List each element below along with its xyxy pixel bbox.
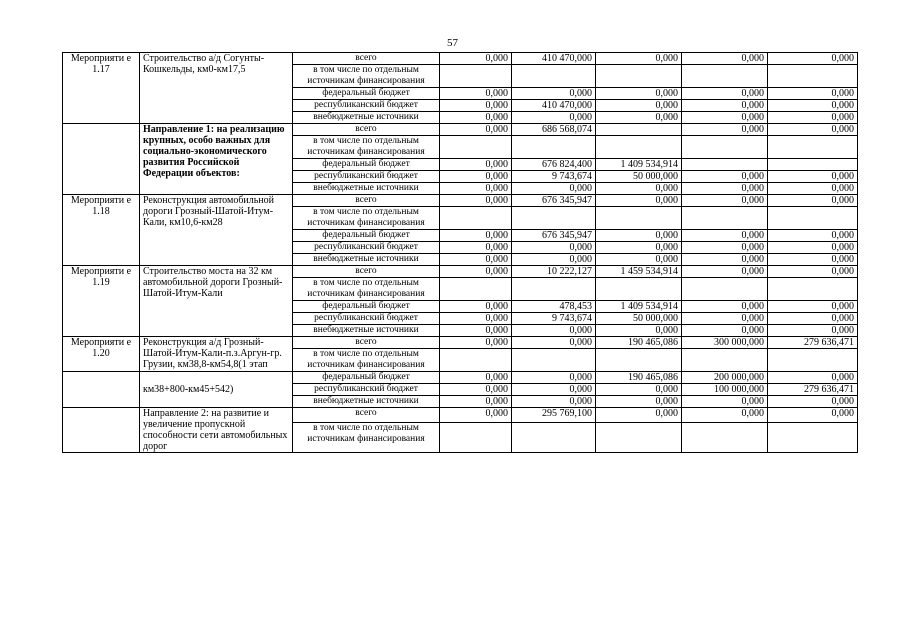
funding-source: федеральный бюджет bbox=[293, 88, 440, 100]
value-cell bbox=[768, 207, 858, 230]
funding-source: всего bbox=[293, 337, 440, 349]
value-cell bbox=[596, 349, 682, 372]
value-cell: 0,000 bbox=[682, 254, 768, 266]
value-cell: 410 470,000 bbox=[512, 53, 596, 65]
value-cell: 0,000 bbox=[768, 100, 858, 112]
funding-source: внебюджетные источники bbox=[293, 254, 440, 266]
funding-source: всего bbox=[293, 408, 440, 423]
value-cell: 0,000 bbox=[440, 112, 512, 124]
value-cell: 0,000 bbox=[682, 301, 768, 313]
value-cell: 295 769,100 bbox=[512, 408, 596, 423]
value-cell: 0,000 bbox=[596, 195, 682, 207]
funding-source: федеральный бюджет bbox=[293, 230, 440, 242]
value-cell: 0,000 bbox=[440, 124, 512, 136]
value-cell bbox=[596, 423, 682, 453]
value-cell: 0,000 bbox=[596, 325, 682, 337]
value-cell: 0,000 bbox=[440, 53, 512, 65]
value-cell: 0,000 bbox=[768, 396, 858, 408]
value-cell bbox=[440, 65, 512, 88]
value-cell: 0,000 bbox=[440, 242, 512, 254]
funding-source: внебюджетные источники bbox=[293, 112, 440, 124]
value-cell bbox=[440, 349, 512, 372]
value-cell: 0,000 bbox=[768, 254, 858, 266]
value-cell: 0,000 bbox=[596, 384, 682, 396]
funding-source: внебюджетные источники bbox=[293, 183, 440, 195]
value-cell: 0,000 bbox=[768, 325, 858, 337]
value-cell: 0,000 bbox=[512, 242, 596, 254]
value-cell: 200 000,000 bbox=[682, 372, 768, 384]
value-cell: 0,000 bbox=[768, 266, 858, 278]
value-cell bbox=[768, 65, 858, 88]
funding-source: всего bbox=[293, 124, 440, 136]
value-cell: 0,000 bbox=[440, 88, 512, 100]
table-row bbox=[63, 266, 858, 278]
value-cell bbox=[596, 207, 682, 230]
activity-code bbox=[63, 372, 140, 408]
value-cell bbox=[768, 349, 858, 372]
value-cell: 0,000 bbox=[512, 325, 596, 337]
value-cell: 676 824,400 bbox=[512, 159, 596, 171]
value-cell: 0,000 bbox=[682, 112, 768, 124]
value-cell: 0,000 bbox=[596, 396, 682, 408]
value-cell bbox=[440, 136, 512, 159]
value-cell: 0,000 bbox=[512, 337, 596, 349]
value-cell: 0,000 bbox=[768, 53, 858, 65]
budget-table bbox=[62, 52, 858, 453]
value-cell bbox=[512, 278, 596, 301]
funding-source: всего bbox=[293, 53, 440, 65]
funding-source: всего bbox=[293, 266, 440, 278]
direction-name: Направление 1: на реализацию крупных, особо важных для социально-экономического развития Российской Федерации объектов: bbox=[140, 124, 293, 195]
value-cell: 676 345,947 bbox=[512, 195, 596, 207]
value-cell: 1 459 534,914 bbox=[596, 266, 682, 278]
value-cell: 0,000 bbox=[682, 230, 768, 242]
activity-name: Реконструкция а/д Грозный-Шатой-Итум-Кали-п.з.Аргун-гр. Грузии, км38,8-км54,8(1 этап bbox=[140, 337, 293, 372]
value-cell: 0,000 bbox=[596, 53, 682, 65]
value-cell: 0,000 bbox=[440, 337, 512, 349]
activity-code bbox=[63, 124, 140, 195]
funding-source: республиканский бюджет bbox=[293, 313, 440, 325]
value-cell: 676 345,947 bbox=[512, 230, 596, 242]
funding-source: в том числе по отдельным источникам финансирования bbox=[293, 136, 440, 159]
value-cell bbox=[682, 159, 768, 171]
value-cell bbox=[596, 65, 682, 88]
value-cell: 0,000 bbox=[768, 301, 858, 313]
value-cell: 0,000 bbox=[768, 183, 858, 195]
value-cell: 0,000 bbox=[768, 230, 858, 242]
funding-source: в том числе по отдельным источникам финансирования bbox=[293, 65, 440, 88]
table-row bbox=[63, 372, 858, 384]
value-cell: 1 409 534,914 bbox=[596, 159, 682, 171]
value-cell: 0,000 bbox=[768, 124, 858, 136]
value-cell: 0,000 bbox=[768, 242, 858, 254]
funding-source: в том числе по отдельным источникам финансирования bbox=[293, 278, 440, 301]
funding-source: внебюджетные источники bbox=[293, 396, 440, 408]
value-cell: 0,000 bbox=[596, 242, 682, 254]
value-cell: 0,000 bbox=[596, 408, 682, 423]
value-cell: 9 743,674 bbox=[512, 171, 596, 183]
funding-source: федеральный бюджет bbox=[293, 159, 440, 171]
value-cell bbox=[596, 124, 682, 136]
value-cell: 0,000 bbox=[768, 408, 858, 423]
funding-source: федеральный бюджет bbox=[293, 372, 440, 384]
value-cell: 0,000 bbox=[440, 325, 512, 337]
value-cell bbox=[682, 136, 768, 159]
value-cell bbox=[512, 349, 596, 372]
activity-name: Строительство а/д Согунты-Кошкельды, км0-км17,5 bbox=[140, 53, 293, 124]
value-cell: 279 636,471 bbox=[768, 384, 858, 396]
value-cell: 0,000 bbox=[768, 171, 858, 183]
value-cell: 0,000 bbox=[596, 100, 682, 112]
activity-name-continued: км38+800-км45+542) bbox=[140, 372, 293, 408]
value-cell: 0,000 bbox=[682, 325, 768, 337]
value-cell: 0,000 bbox=[440, 159, 512, 171]
value-cell: 0,000 bbox=[440, 171, 512, 183]
activity-code: Мероприяти е 1.20 bbox=[63, 337, 140, 372]
value-cell bbox=[512, 423, 596, 453]
value-cell: 0,000 bbox=[768, 372, 858, 384]
value-cell: 0,000 bbox=[768, 88, 858, 100]
value-cell: 0,000 bbox=[440, 408, 512, 423]
value-cell: 0,000 bbox=[682, 408, 768, 423]
value-cell: 0,000 bbox=[682, 53, 768, 65]
value-cell bbox=[682, 207, 768, 230]
value-cell bbox=[768, 278, 858, 301]
funding-source: внебюджетные источники bbox=[293, 325, 440, 337]
value-cell: 0,000 bbox=[512, 183, 596, 195]
value-cell: 478,453 bbox=[512, 301, 596, 313]
activity-name: Реконструкция автомобильной дороги Грозный-Шатой-Итум-Кали, км10,6-км28 bbox=[140, 195, 293, 266]
value-cell bbox=[682, 65, 768, 88]
value-cell: 100 000,000 bbox=[682, 384, 768, 396]
value-cell: 0,000 bbox=[440, 372, 512, 384]
value-cell: 0,000 bbox=[440, 195, 512, 207]
value-cell bbox=[768, 136, 858, 159]
value-cell: 0,000 bbox=[512, 384, 596, 396]
value-cell: 0,000 bbox=[682, 242, 768, 254]
activity-code: Мероприяти е 1.17 bbox=[63, 53, 140, 124]
value-cell bbox=[440, 423, 512, 453]
value-cell: 0,000 bbox=[682, 171, 768, 183]
value-cell: 0,000 bbox=[440, 100, 512, 112]
value-cell: 10 222,127 bbox=[512, 266, 596, 278]
value-cell: 0,000 bbox=[512, 254, 596, 266]
funding-source: в том числе по отдельным источникам финансирования bbox=[293, 207, 440, 230]
value-cell: 0,000 bbox=[512, 372, 596, 384]
value-cell: 279 636,471 bbox=[768, 337, 858, 349]
value-cell: 0,000 bbox=[440, 301, 512, 313]
table-row bbox=[63, 53, 858, 65]
table-row bbox=[63, 337, 858, 349]
activity-name: Строительство моста на 32 км автомобильной дороги Грозный-Шатой-Итум-Кали bbox=[140, 266, 293, 337]
value-cell: 50 000,000 bbox=[596, 313, 682, 325]
value-cell: 0,000 bbox=[596, 112, 682, 124]
funding-source: федеральный бюджет bbox=[293, 301, 440, 313]
value-cell: 0,000 bbox=[440, 266, 512, 278]
table-row bbox=[63, 408, 858, 423]
value-cell: 0,000 bbox=[768, 313, 858, 325]
value-cell bbox=[682, 349, 768, 372]
value-cell bbox=[440, 207, 512, 230]
value-cell bbox=[596, 136, 682, 159]
value-cell: 0,000 bbox=[596, 254, 682, 266]
value-cell: 0,000 bbox=[768, 195, 858, 207]
value-cell: 0,000 bbox=[596, 230, 682, 242]
value-cell: 0,000 bbox=[596, 88, 682, 100]
funding-source: в том числе по отдельным источникам финансирования bbox=[293, 423, 440, 453]
value-cell: 0,000 bbox=[440, 254, 512, 266]
funding-source: всего bbox=[293, 195, 440, 207]
activity-code bbox=[63, 408, 140, 453]
activity-code: Мероприяти е 1.18 bbox=[63, 195, 140, 266]
value-cell: 0,000 bbox=[596, 183, 682, 195]
funding-source: республиканский бюджет bbox=[293, 242, 440, 254]
value-cell: 1 409 534,914 bbox=[596, 301, 682, 313]
value-cell: 0,000 bbox=[440, 230, 512, 242]
funding-source: республиканский бюджет bbox=[293, 100, 440, 112]
value-cell bbox=[440, 278, 512, 301]
value-cell: 0,000 bbox=[682, 100, 768, 112]
value-cell bbox=[596, 278, 682, 301]
value-cell: 190 465,086 bbox=[596, 372, 682, 384]
value-cell: 0,000 bbox=[512, 396, 596, 408]
funding-source: республиканский бюджет bbox=[293, 384, 440, 396]
table-row bbox=[63, 124, 858, 136]
value-cell bbox=[512, 207, 596, 230]
value-cell bbox=[682, 278, 768, 301]
value-cell: 410 470,000 bbox=[512, 100, 596, 112]
value-cell: 50 000,000 bbox=[596, 171, 682, 183]
value-cell: 0,000 bbox=[682, 124, 768, 136]
value-cell bbox=[768, 159, 858, 171]
activity-code: Мероприяти е 1.19 bbox=[63, 266, 140, 337]
value-cell: 0,000 bbox=[682, 313, 768, 325]
value-cell: 0,000 bbox=[682, 396, 768, 408]
value-cell: 0,000 bbox=[512, 88, 596, 100]
value-cell: 0,000 bbox=[682, 183, 768, 195]
value-cell bbox=[512, 65, 596, 88]
value-cell: 0,000 bbox=[768, 112, 858, 124]
value-cell: 686 568,074 bbox=[512, 124, 596, 136]
funding-source: в том числе по отдельным источникам финансирования bbox=[293, 349, 440, 372]
value-cell: 0,000 bbox=[440, 313, 512, 325]
direction-name: Направление 2: на развитие и увеличение пропускной способности сети автомобильных дорог bbox=[140, 408, 293, 453]
value-cell: 0,000 bbox=[440, 183, 512, 195]
value-cell bbox=[512, 136, 596, 159]
value-cell: 9 743,674 bbox=[512, 313, 596, 325]
page-number: 57 bbox=[447, 37, 458, 49]
value-cell: 190 465,086 bbox=[596, 337, 682, 349]
value-cell bbox=[768, 423, 858, 453]
value-cell bbox=[682, 423, 768, 453]
value-cell: 0,000 bbox=[682, 195, 768, 207]
value-cell: 0,000 bbox=[682, 266, 768, 278]
value-cell: 0,000 bbox=[512, 112, 596, 124]
table-row bbox=[63, 195, 858, 207]
value-cell: 0,000 bbox=[440, 384, 512, 396]
funding-source: республиканский бюджет bbox=[293, 171, 440, 183]
value-cell: 0,000 bbox=[440, 396, 512, 408]
value-cell: 300 000,000 bbox=[682, 337, 768, 349]
value-cell: 0,000 bbox=[682, 88, 768, 100]
